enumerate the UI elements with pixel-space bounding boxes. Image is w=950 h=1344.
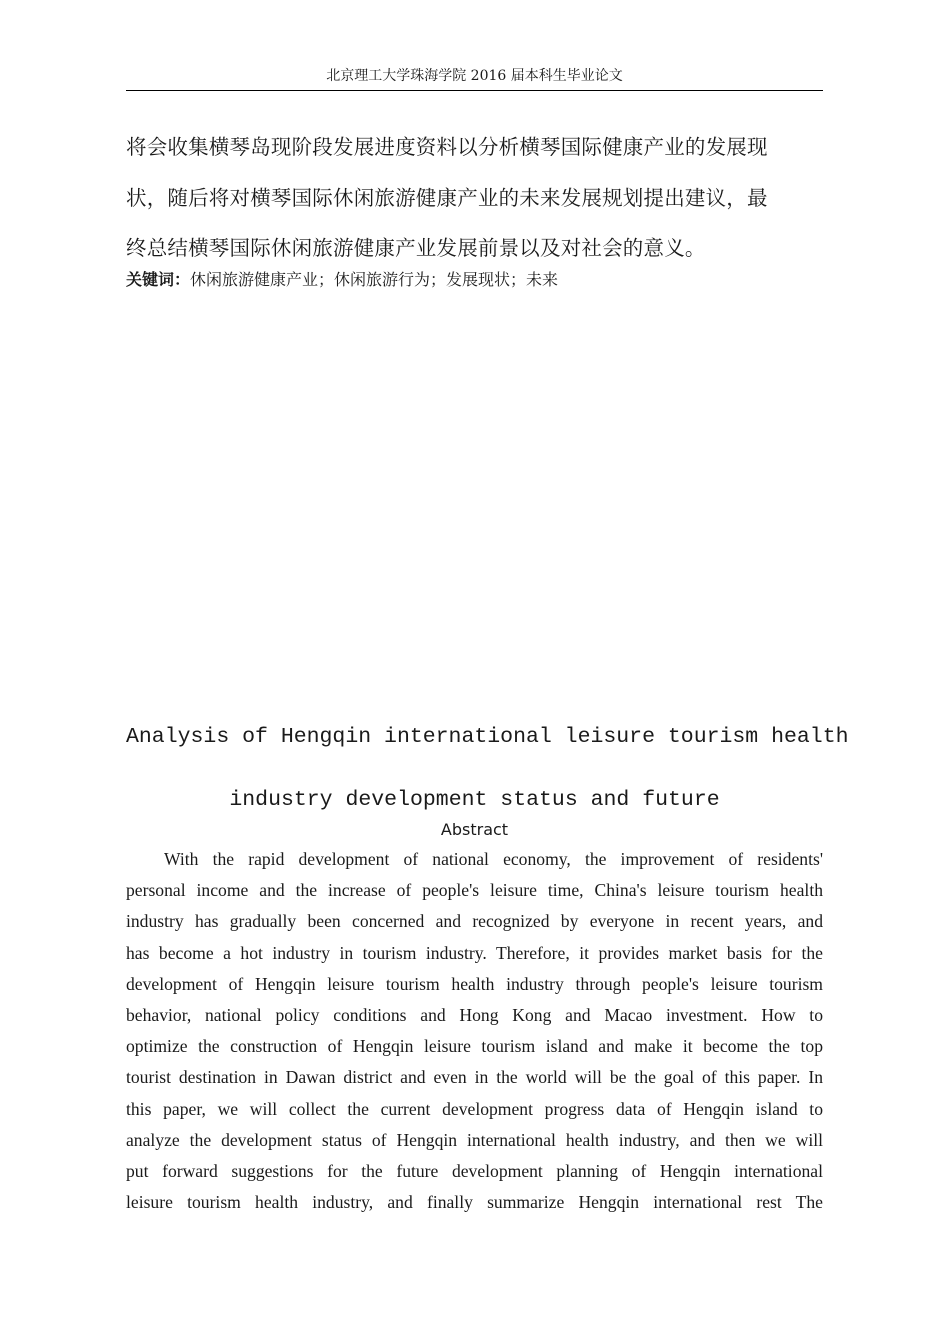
chinese-abstract-line: 状，随后将对横琴国际休闲旅游健康产业的未来发展规划提出建议，最	[126, 185, 768, 210]
abstract-line: behavior, national policy conditions and Hong Kong and Macao investment. How to	[126, 1005, 823, 1026]
abstract-line: has become a hot industry in tourism industry. Therefore, it provides market basis for the	[126, 942, 823, 963]
abstract-line: optimize the construction of Hengqin leisure tourism island and make it become the top	[126, 1036, 823, 1057]
abstract-line: With the rapid development of national economy, the improvement of residents'	[164, 849, 823, 869]
chinese-abstract-line: 终总结横琴国际休闲旅游健康产业发展前景以及对社会的意义。	[126, 236, 706, 260]
english-title-line: industry development status and future	[229, 788, 720, 812]
chinese-abstract-paragraph	[126, 122, 826, 274]
abstract-line: development of Hengqin leisure tourism health industry through people's leisure tourism	[126, 973, 823, 994]
abstract-line: tourist destination in Dawan district and even in the world will be the goal of this paper. In	[126, 1067, 823, 1088]
abstract-line: personal income and the increase of people's leisure time, China's leisure tourism health	[126, 880, 823, 901]
keywords-label: 关键词：	[126, 270, 191, 289]
abstract-line: analyze the development status of Hengqin international health industry, and then we will	[126, 1129, 823, 1150]
page-header	[126, 64, 823, 91]
english-title-line: Analysis of Hengqin international leisure tourism health	[126, 725, 849, 749]
header-title: 北京理工大学珠海学院 2016 届本科生毕业论文	[326, 68, 623, 84]
chinese-abstract-line: 将会收集横琴岛现阶段发展进度资料以分析横琴国际健康产业的发展现	[126, 135, 768, 159]
abstract-line: this paper, we will collect the current development progress data of Hengqin island to	[126, 1098, 823, 1119]
english-title	[126, 706, 849, 832]
abstract-heading: Abstract	[440, 820, 509, 839]
keywords-text: 休闲旅游健康产业；休闲旅游行为；发展现状；未来	[190, 270, 559, 289]
abstract-line: put forward suggestions for the future development planning of Hengqin international	[126, 1161, 823, 1182]
abstract-line: leisure tourism health industry, and finally summarize Hengqin international rest The	[126, 1192, 823, 1213]
abstract-paragraph	[126, 844, 823, 1218]
keywords-line	[126, 268, 823, 292]
abstract-line: industry has gradually been concerned and recognized by everyone in recent years, and	[126, 911, 823, 932]
